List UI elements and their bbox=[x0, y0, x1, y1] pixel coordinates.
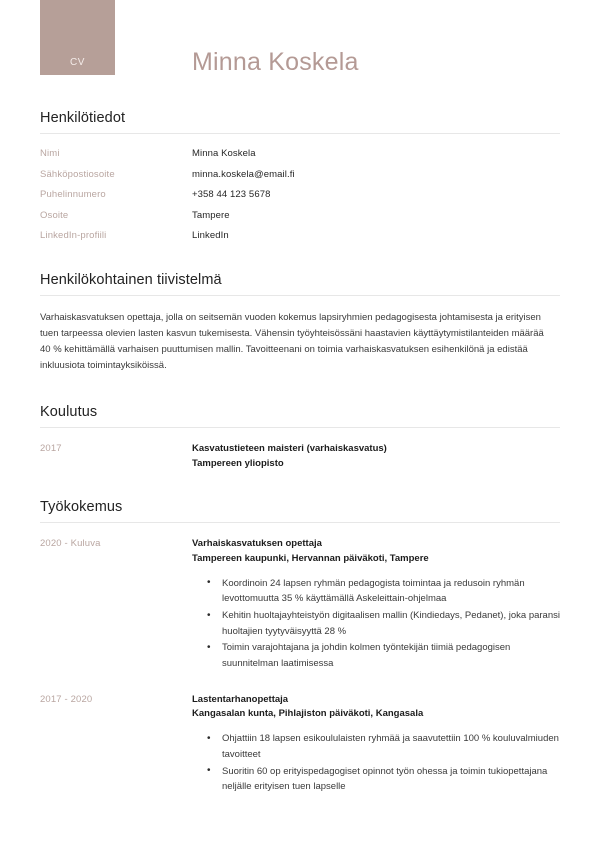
experience-entry-employer: Tampereen kaupunki, Hervannan päiväkoti, Tampere bbox=[192, 552, 429, 564]
page-title: Minna Koskela bbox=[192, 48, 359, 76]
experience-entry-employer: Kangasalan kunta, Pihlajiston päiväkoti, Kangasala bbox=[192, 708, 424, 720]
experience-entry-role: Lastentarhanopettaja bbox=[192, 693, 289, 705]
section-education bbox=[0, 404, 600, 471]
experience-entry-bullets bbox=[192, 731, 560, 795]
experience-entry bbox=[40, 537, 560, 672]
list-item: • Toimin varajohtajana ja johdin kolmen työntekijän tiimiä pedagogisen suunnitelman laatimisessa bbox=[207, 640, 560, 671]
info-row bbox=[40, 148, 560, 159]
experience-entry-role: Varhaiskasvatuksen opettaja bbox=[192, 538, 322, 550]
experience-entry-bullets bbox=[192, 576, 560, 672]
cv-header bbox=[0, 0, 600, 100]
list-item: • Kehitin huoltajayhteistyön digitaalisen mallin (Kindiedays, Pedanet), joka paransi huoltajien tyytyväisyyttä 28 % bbox=[207, 608, 560, 639]
experience-entry-date: 2017 - 2020 bbox=[40, 693, 93, 705]
section-divider bbox=[40, 522, 560, 523]
education-entry-date: 2017 bbox=[40, 442, 62, 454]
section-summary bbox=[0, 272, 600, 374]
info-value-phone: +358 44 123 5678 bbox=[192, 189, 271, 200]
section-personal-info bbox=[0, 110, 600, 241]
info-row bbox=[40, 169, 560, 180]
experience-entry-date: 2020 - Kuluva bbox=[40, 538, 101, 550]
list-item: • Suoritin 60 op erityispedagogiset opinnot työn ohessa ja toimin tukiopettajana neljälle erityisen tuen lapselle bbox=[207, 764, 560, 795]
summary-paragraph: Varhaiskasvatuksen opettaja, jolla on seitsemän vuoden kokemus lapsiryhmien pedagogisesta johtamisesta ja erityisen tuen tarpeessa olevien lasten kasvun tukemisesta. Vähensin työyhteisössäni haastavien käyttäytymistilanteiden määrää 40 % kehittämällä varhaisen puuttumisen mallin. Tavoitteenani on toimia varhaiskasvatuksen esihenkilönä ja edistää inkluusiota toimintayksiköissä. bbox=[40, 312, 544, 371]
experience-entry bbox=[40, 693, 560, 796]
education-entry-institution: Tampereen yliopisto bbox=[192, 457, 284, 469]
cv-badge-label: CV bbox=[69, 57, 86, 68]
section-divider bbox=[40, 133, 560, 134]
info-label-nimi: Nimi bbox=[40, 148, 60, 159]
section-title-summary: Henkilökohtainen tiivistelmä bbox=[40, 272, 222, 288]
cv-badge bbox=[40, 0, 115, 75]
info-row bbox=[40, 230, 560, 241]
experience-entry-body bbox=[192, 693, 560, 796]
info-value-email: minna.koskela@email.fi bbox=[192, 168, 295, 180]
section-divider bbox=[40, 427, 560, 428]
info-value-nimi: Minna Koskela bbox=[192, 148, 256, 159]
info-label-email: Sähköpostiosoite bbox=[40, 168, 115, 180]
experience-entry-body bbox=[192, 537, 560, 672]
info-label-address: Osoite bbox=[40, 209, 69, 221]
info-label-phone: Puhelinnumero bbox=[40, 189, 106, 200]
education-entry-degree: Kasvatustieteen maisteri (varhaiskasvatus) bbox=[192, 442, 387, 454]
info-value-linkedin[interactable]: LinkedIn bbox=[192, 230, 229, 241]
info-label-linkedin: LinkedIn-profiili bbox=[40, 230, 107, 241]
section-title-education: Koulutus bbox=[40, 403, 98, 420]
info-row bbox=[40, 189, 560, 200]
section-title-experience: Työkokemus bbox=[40, 499, 123, 516]
education-entry-body bbox=[192, 442, 560, 471]
list-item: • Ohjattiin 18 lapsen esikoululaisten ryhmää ja saavutettiin 100 % kouluvalmiuden tavoitteet bbox=[207, 731, 560, 762]
education-entry bbox=[40, 442, 560, 471]
section-divider bbox=[40, 295, 560, 296]
section-title-personal-info: Henkilötiedot bbox=[40, 110, 126, 126]
info-value-address: Tampere bbox=[192, 209, 230, 221]
section-experience bbox=[0, 499, 600, 796]
list-item: • Koordinoin 24 lapsen ryhmän pedagogista toimintaa ja redusoin ryhmän levottomuutta 35 % käyttämällä Askeleittain-ohjelmaa bbox=[207, 576, 560, 607]
info-row bbox=[40, 210, 560, 221]
